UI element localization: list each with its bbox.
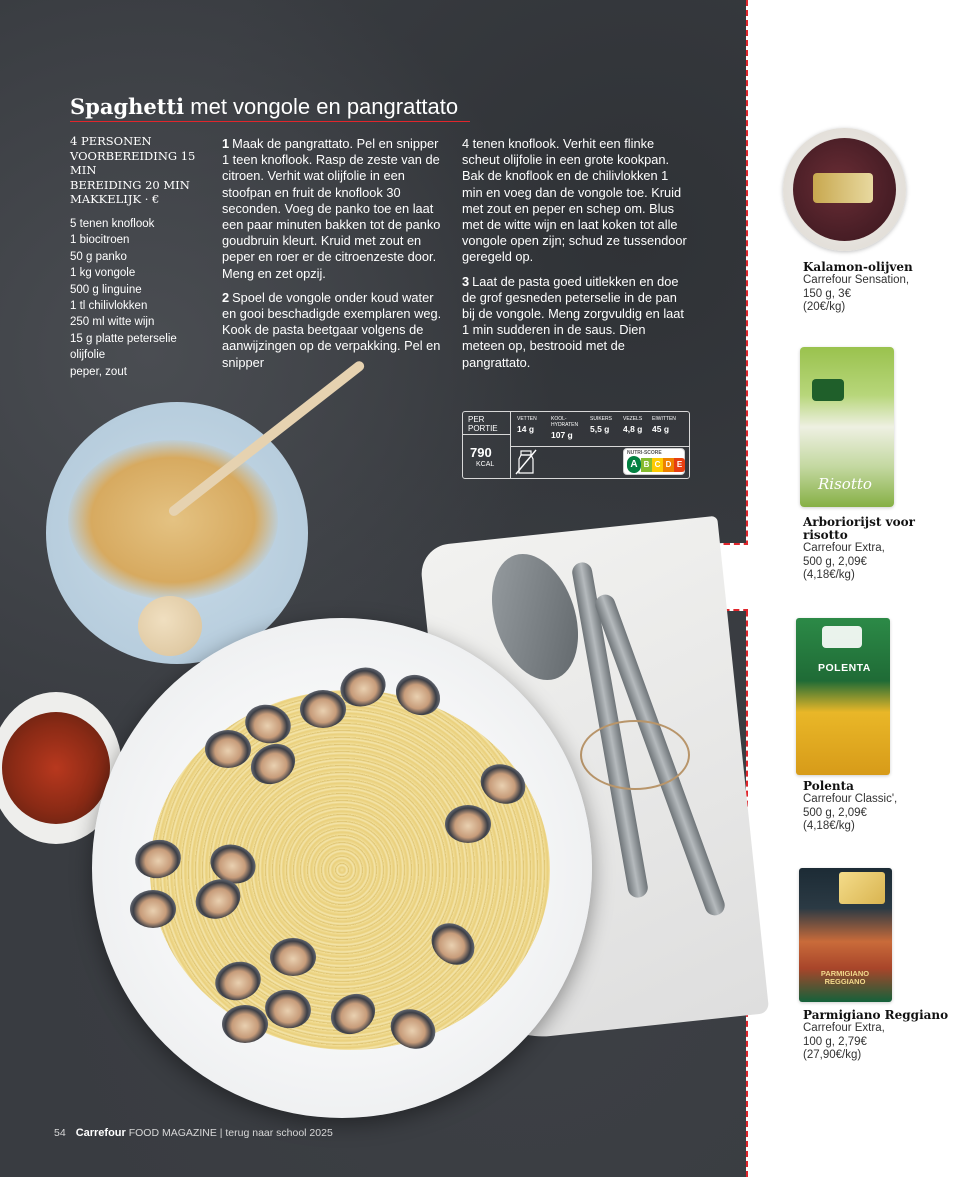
- product-brand: Carrefour Sensation,: [803, 274, 910, 286]
- page-footer: [54, 1127, 333, 1139]
- ingredient-item: peper, zout: [70, 365, 127, 378]
- product-brand: Carrefour Extra,: [803, 542, 885, 554]
- step-text: Maak de pangrattato. Pel en snipper 1 teen knoflook. Rasp de zeste van de citroen. Verhit wat olijfolie in een stoofpan en fruit de knoflook 30 seconden. Voeg de panko toe en laat een paar minuten bakken tot de panko goudbruin kleurt. Kruid met zout en peper en roer er de citroenzeste door. Meng en zet opzij.: [222, 136, 441, 281]
- polenta-package-label: POLENTA: [818, 662, 871, 674]
- product-unit-price: (4,18€/kg): [803, 569, 855, 581]
- nutrient-protein: [652, 416, 676, 434]
- product-price: 500 g, 2,09€: [803, 555, 867, 568]
- divider: [463, 434, 510, 435]
- twine: [580, 720, 690, 790]
- step-3: [462, 274, 687, 371]
- nutri-score-label: NUTRI-SCORE: [627, 450, 662, 456]
- wooden-spoon-bowl: [138, 596, 202, 656]
- nutrition-box: [462, 411, 690, 479]
- olives-label: [813, 173, 873, 203]
- ingredient-item: 1 biocitroen: [70, 234, 130, 247]
- nutrient-label: VEZELS: [623, 416, 643, 422]
- nutrient-label: KOOL- HYDRATEN: [551, 416, 579, 428]
- ingredient-item: olijfolie: [70, 349, 106, 362]
- clam: [300, 690, 346, 728]
- ingredient-item: 5 tenen knoflook: [70, 218, 155, 230]
- step-number: 1: [222, 136, 230, 151]
- nutrient-value: 107 g: [551, 430, 573, 440]
- ingredient-item: 250 ml witte wijn: [70, 316, 155, 329]
- rice-package-label: Risotto: [818, 475, 872, 493]
- step-2-continued: [462, 136, 687, 266]
- portion-label: PORTIE: [468, 424, 498, 433]
- ingredient-list: [70, 216, 220, 380]
- product-name: Kalamon-olijven: [803, 260, 913, 274]
- nutrient-label: SUIKERS: [590, 416, 612, 422]
- carrefour-extra-logo: [812, 379, 844, 401]
- nutrient-fat: [517, 416, 537, 434]
- parm-package-label: PARMIGIANO REGGIANO: [820, 969, 870, 986]
- nutrient-label: VETTEN: [517, 416, 537, 422]
- step-number: 3: [462, 273, 470, 289]
- ingredient-item: 500 g linguine: [70, 283, 142, 296]
- nutrient-carbs: [551, 416, 587, 440]
- nutri-score-grades: [627, 458, 685, 473]
- ingredient-item: 50 g panko: [70, 250, 127, 263]
- nutri-grade-d: D: [663, 458, 674, 472]
- recipe-title: [70, 94, 470, 122]
- meta-cook-time: BEREIDING 20 MIN: [70, 177, 190, 192]
- parmigiano-product-image: [799, 868, 892, 1002]
- meta-prep-time: VOORBEREIDING 15 MIN: [70, 148, 196, 177]
- recipe-title-rest: met vongole en pangrattato: [184, 94, 459, 119]
- product-name: Arboriorijst voor risotto: [803, 515, 915, 542]
- product-unit-price: (20€/kg): [803, 301, 846, 313]
- product-unit-price: (27,90€/kg): [803, 1049, 862, 1061]
- product-brand: Carrefour Extra,: [803, 1022, 885, 1034]
- divider: [510, 446, 690, 447]
- meta-difficulty: MAKKELIJK · €: [70, 192, 160, 206]
- ingredient-item: 1 tl chilivlokken: [70, 300, 148, 313]
- product-price: 100 g, 2,79€: [803, 1035, 867, 1048]
- steps-column-2: [462, 136, 687, 379]
- brand-name: Carrefour: [75, 1127, 126, 1139]
- clam: [222, 1005, 268, 1043]
- product-olives: [803, 261, 953, 315]
- ingredient-item: 1 kg vongole: [70, 267, 136, 280]
- product-unit-price: (4,18€/kg): [803, 820, 855, 832]
- nutrient-fibres: [623, 416, 642, 434]
- page-number: 54: [54, 1127, 66, 1139]
- carrefour-classic-logo: [822, 626, 862, 648]
- product-brand: Carrefour Classic',: [803, 793, 898, 805]
- step-1: [222, 136, 447, 282]
- step-2: [222, 290, 447, 371]
- nutrient-label: EIWITTEN: [652, 416, 676, 422]
- product-price: 500 g, 2,09€: [803, 806, 867, 819]
- step-text: Spoel de vongole onder koud water en gooi beschadigde exemplaren weg. Kook de pasta beetgaar volgens de aanwijzingen op de verpakking. Pel en snipper: [222, 289, 442, 370]
- nutri-score: [623, 448, 685, 475]
- clam: [130, 890, 176, 928]
- product-arborio-rice: [803, 516, 953, 583]
- divider: [510, 412, 511, 478]
- per-label: PER: [468, 415, 485, 424]
- kcal-value: 790: [470, 445, 492, 460]
- cheese-wedge: [839, 872, 885, 904]
- step-text: Laat de pasta goed uitlekken en doe de grof gesneden peterselie in de pan bij de vongole. Meng zorgvuldig en laat 1 min sudderen in de saus. Dien meteen op, bestrooid met de pangrattato.: [462, 273, 684, 370]
- recipe-title-bold: Spaghetti: [70, 94, 185, 119]
- product-price: 150 g, 3€: [803, 287, 851, 300]
- nutrient-sugars: [590, 416, 612, 434]
- olives-product-image: [783, 128, 906, 251]
- product-polenta: [803, 780, 953, 834]
- rice-product-image: [800, 347, 894, 507]
- nutrient-value: 4,8 g: [623, 424, 643, 434]
- product-name: Parmigiano Reggiano: [803, 1008, 949, 1022]
- chili-flakes: [2, 712, 110, 824]
- nutrient-value: 14 g: [517, 424, 535, 434]
- nutrient-value: 5,5 g: [590, 424, 610, 434]
- clam: [445, 805, 491, 843]
- magazine-issue: FOOD MAGAZINE | terug naar school 2025: [125, 1127, 333, 1139]
- meta-servings: 4 PERSONEN: [70, 134, 152, 148]
- polenta-product-image: [796, 618, 890, 775]
- nutri-grade-b: B: [641, 458, 652, 472]
- clam: [205, 730, 251, 768]
- nutri-grade-a: A: [627, 456, 641, 473]
- nutrient-value: 45 g: [652, 424, 670, 434]
- product-name: Polenta: [803, 779, 854, 793]
- no-milk-icon: [515, 449, 537, 475]
- pangrattato-crumbs: [68, 440, 278, 600]
- product-parmigiano: [803, 1009, 953, 1063]
- step-number: 2: [222, 289, 230, 305]
- steps-column-1: [222, 136, 447, 379]
- clam: [270, 938, 316, 976]
- recipe-meta: [70, 134, 215, 207]
- kcal-label: KCAL: [476, 461, 495, 468]
- nutri-grade-c: C: [652, 458, 663, 472]
- step-text: 4 tenen knoflook. Verhit een flinke scheut olijfolie in een grote kookpan. Bak de knoflook en de chilivlokken 1 min en voeg dan de vongole toe. Kruid met zout en peper en schep om. Blus met de witte wijn en laat koken tot alle vongole open zijn; schud ze tussendoor geregeld op.: [462, 136, 687, 265]
- nutri-grade-e: E: [674, 458, 685, 472]
- per-portion-label: [468, 415, 498, 433]
- ingredient-item: 15 g platte peterselie: [70, 332, 177, 345]
